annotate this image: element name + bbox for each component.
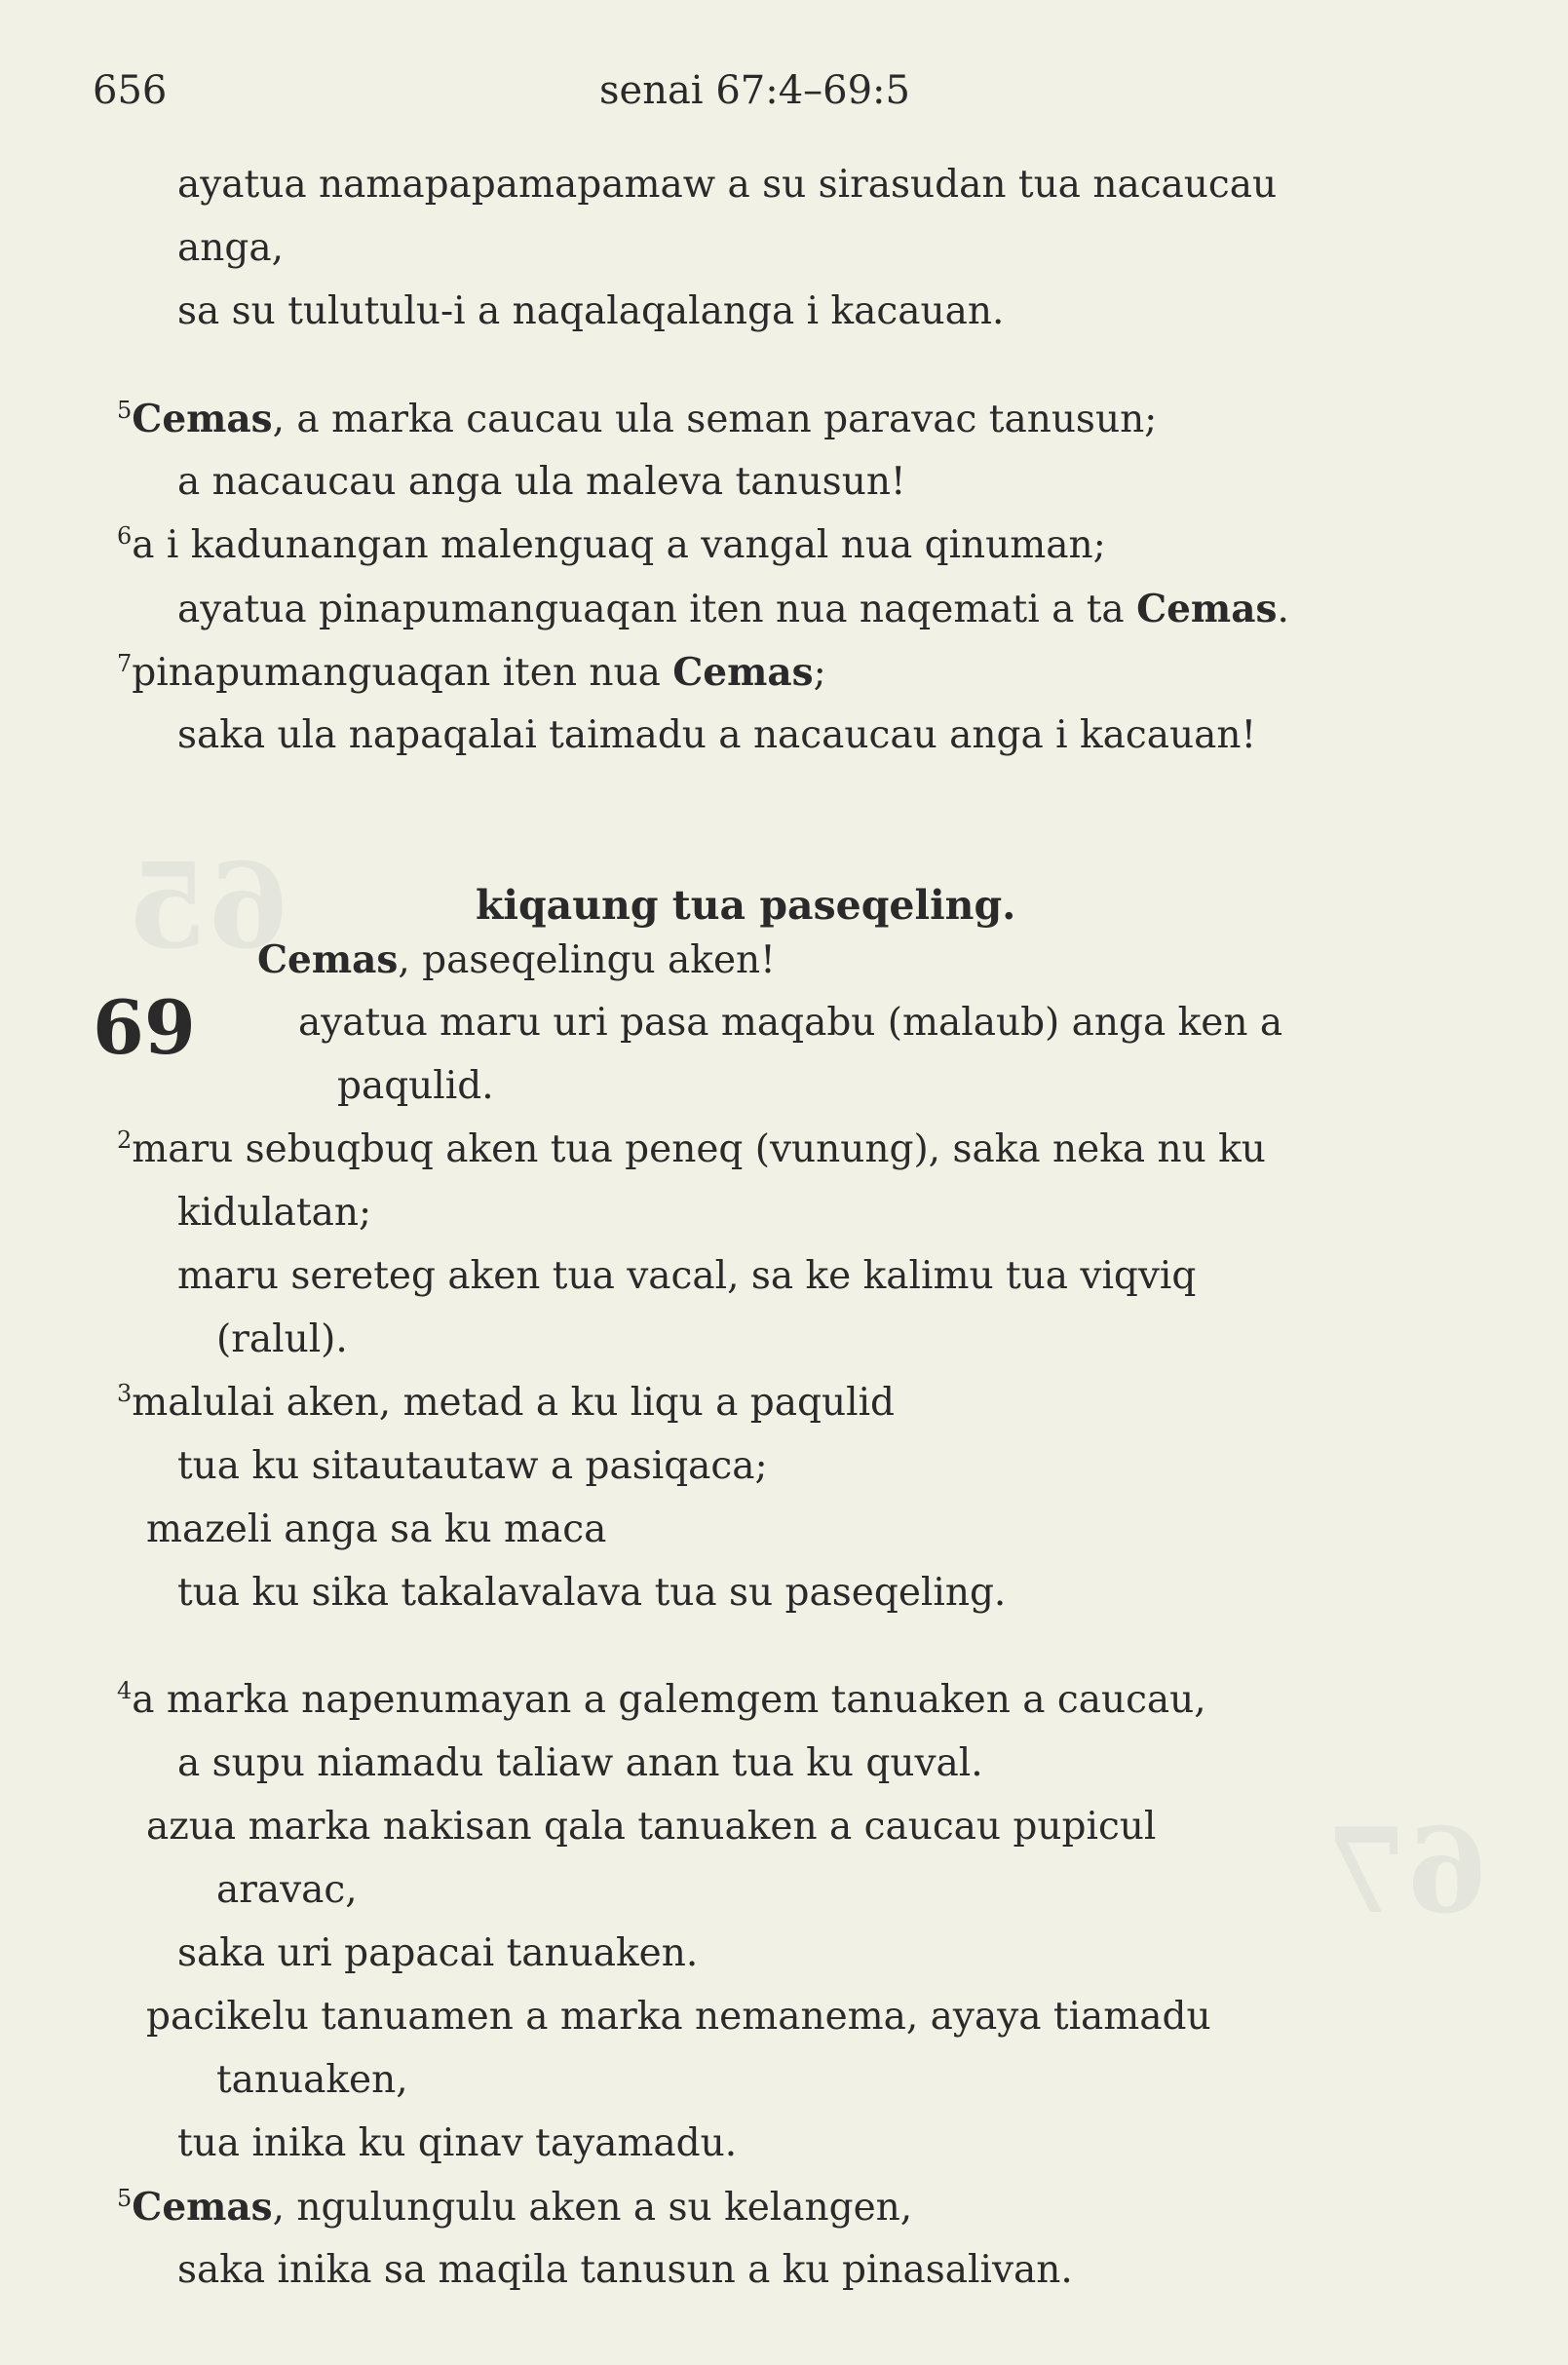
verse-line <box>177 2115 737 2173</box>
verse-number: 7 <box>117 650 133 677</box>
verse-line <box>177 156 1277 214</box>
verse-number: 6 <box>117 522 133 550</box>
verse-line <box>177 1247 1196 1306</box>
verse-line <box>117 2178 912 2237</box>
verse-text-run: pacikelu tanuamen a marka nemanema, ayaya tiamadu <box>146 1995 1211 2039</box>
divine-name: Cemas <box>132 2185 273 2230</box>
verse-text-run: . <box>1277 588 1289 631</box>
verse-line <box>117 1671 1206 1730</box>
divine-name: Cemas <box>257 937 399 982</box>
verse-line <box>177 1564 1006 1622</box>
verse-text-run: tua ku sika takalavalava tua su paseqeling. <box>177 1571 1007 1615</box>
verse-text-run: malulai aken, metad a ku liqu a paqulid <box>132 1381 896 1425</box>
verse-line <box>216 1861 358 1920</box>
verse-number: 5 <box>117 397 133 424</box>
verse-line <box>117 1121 1266 1179</box>
verse-text-run: a marka napenumayan a galemgem tanuaken a caucau, <box>132 1678 1206 1722</box>
verse-text-run: ayatua namapapamapamaw a su sirasudan tua nacaucau <box>177 163 1278 207</box>
verse-number: 4 <box>117 1677 133 1704</box>
verse-text-run: mazeli anga sa ku maca <box>146 1507 607 1551</box>
verse-line <box>257 931 776 990</box>
verse-text-run: , ngulungulu aken a su kelangen, <box>272 2186 913 2230</box>
verse-line <box>177 580 1289 639</box>
divine-name: Cemas <box>1136 587 1278 631</box>
verse-text-run: maru sebuqbuq aken tua peneq (vunung), saka neka nu ku <box>132 1127 1266 1171</box>
verse-line <box>117 390 1157 449</box>
verse-line <box>298 994 1282 1052</box>
chapter-number: 69 <box>93 984 196 1071</box>
running-header <box>93 68 1490 127</box>
verse-text-run: ayatua pinapumanguaqan iten nua naqemati a ta <box>177 588 1137 631</box>
verse-line <box>216 1311 348 1369</box>
verse-line <box>146 1988 1211 2046</box>
divine-name: Cemas <box>672 650 814 695</box>
verse-text-run: a supu niamadu taliaw anan tua ku quval. <box>177 1741 983 1785</box>
verse-text-run: saka inika sa maqila tanusun a ku pinasalivan. <box>177 2248 1073 2292</box>
verse-text-run: anga, <box>177 226 284 270</box>
verse-line <box>117 1374 895 1432</box>
verse-text-run: , paseqelingu aken! <box>398 938 776 982</box>
verse-text-run: sa su tulutulu-i a naqalaqalanga i kacauan. <box>177 289 1005 333</box>
verse-text-run: , a marka caucau ula seman paravac tanusun; <box>272 398 1158 441</box>
verse-text-run: saka ula napaqalai taimadu a nacaucau anga i kacauan! <box>177 713 1257 757</box>
section-heading: kiqaung tua paseqeling. <box>476 882 1016 929</box>
verse-line <box>216 2051 408 2110</box>
verse-text-run: azua marka nakisan qala tanuaken a caucau pupicul <box>146 1805 1157 1849</box>
verse-text-run: maru sereteg aken tua vacal, sa ke kalimu tua viqviq <box>177 1254 1197 1298</box>
divine-name: Cemas <box>132 397 273 441</box>
verse-line <box>177 706 1256 765</box>
verse-text-run: paqulid. <box>337 1064 494 1108</box>
bleed-through-number: 67 <box>1325 1803 1488 1940</box>
verse-text-run: ; <box>813 651 826 695</box>
verse-line <box>146 1501 606 1559</box>
verse-number: 3 <box>117 1380 133 1407</box>
verse-line <box>177 1925 698 1983</box>
verse-number: 2 <box>117 1126 133 1154</box>
verse-text-run: (ralul). <box>216 1317 348 1361</box>
verse-line <box>177 219 284 278</box>
verse-line <box>177 1184 371 1242</box>
verse-line <box>117 516 1106 575</box>
verse-text-run: a nacaucau anga ula maleva tanusun! <box>177 460 906 504</box>
verse-text-run: pinapumanguaqan iten nua <box>132 651 673 695</box>
verse-text-run: tua inika ku qinav tayamadu. <box>177 2121 738 2165</box>
verse-text-run: aravac, <box>216 1868 358 1912</box>
verse-line <box>177 283 1004 341</box>
verse-line <box>177 2241 1073 2300</box>
verse-line <box>177 453 906 512</box>
verse-text-run: ayatua maru uri pasa maqabu (malaub) anga ken a <box>298 1001 1283 1045</box>
verse-text-run: saka uri papacai tanuaken. <box>177 1931 699 1975</box>
verse-text-run: kidulatan; <box>177 1191 372 1235</box>
verse-line <box>177 1437 768 1496</box>
bleed-through-number: 65 <box>127 838 289 975</box>
verse-line <box>337 1057 494 1116</box>
verse-text-run: tua ku sitautautaw a pasiqaca; <box>177 1444 768 1488</box>
page-number: 656 <box>93 68 168 113</box>
verse-line <box>146 1798 1156 1856</box>
verse-text-run: a i kadunangan malenguaq a vangal nua qinuman; <box>132 523 1106 567</box>
verse-text-run: tanuaken, <box>216 2058 408 2102</box>
verse-number: 5 <box>117 2185 133 2212</box>
chapter-reference: senai 67:4–69:5 <box>599 68 910 113</box>
verse-line <box>117 643 826 703</box>
verse-line <box>177 1735 983 1793</box>
